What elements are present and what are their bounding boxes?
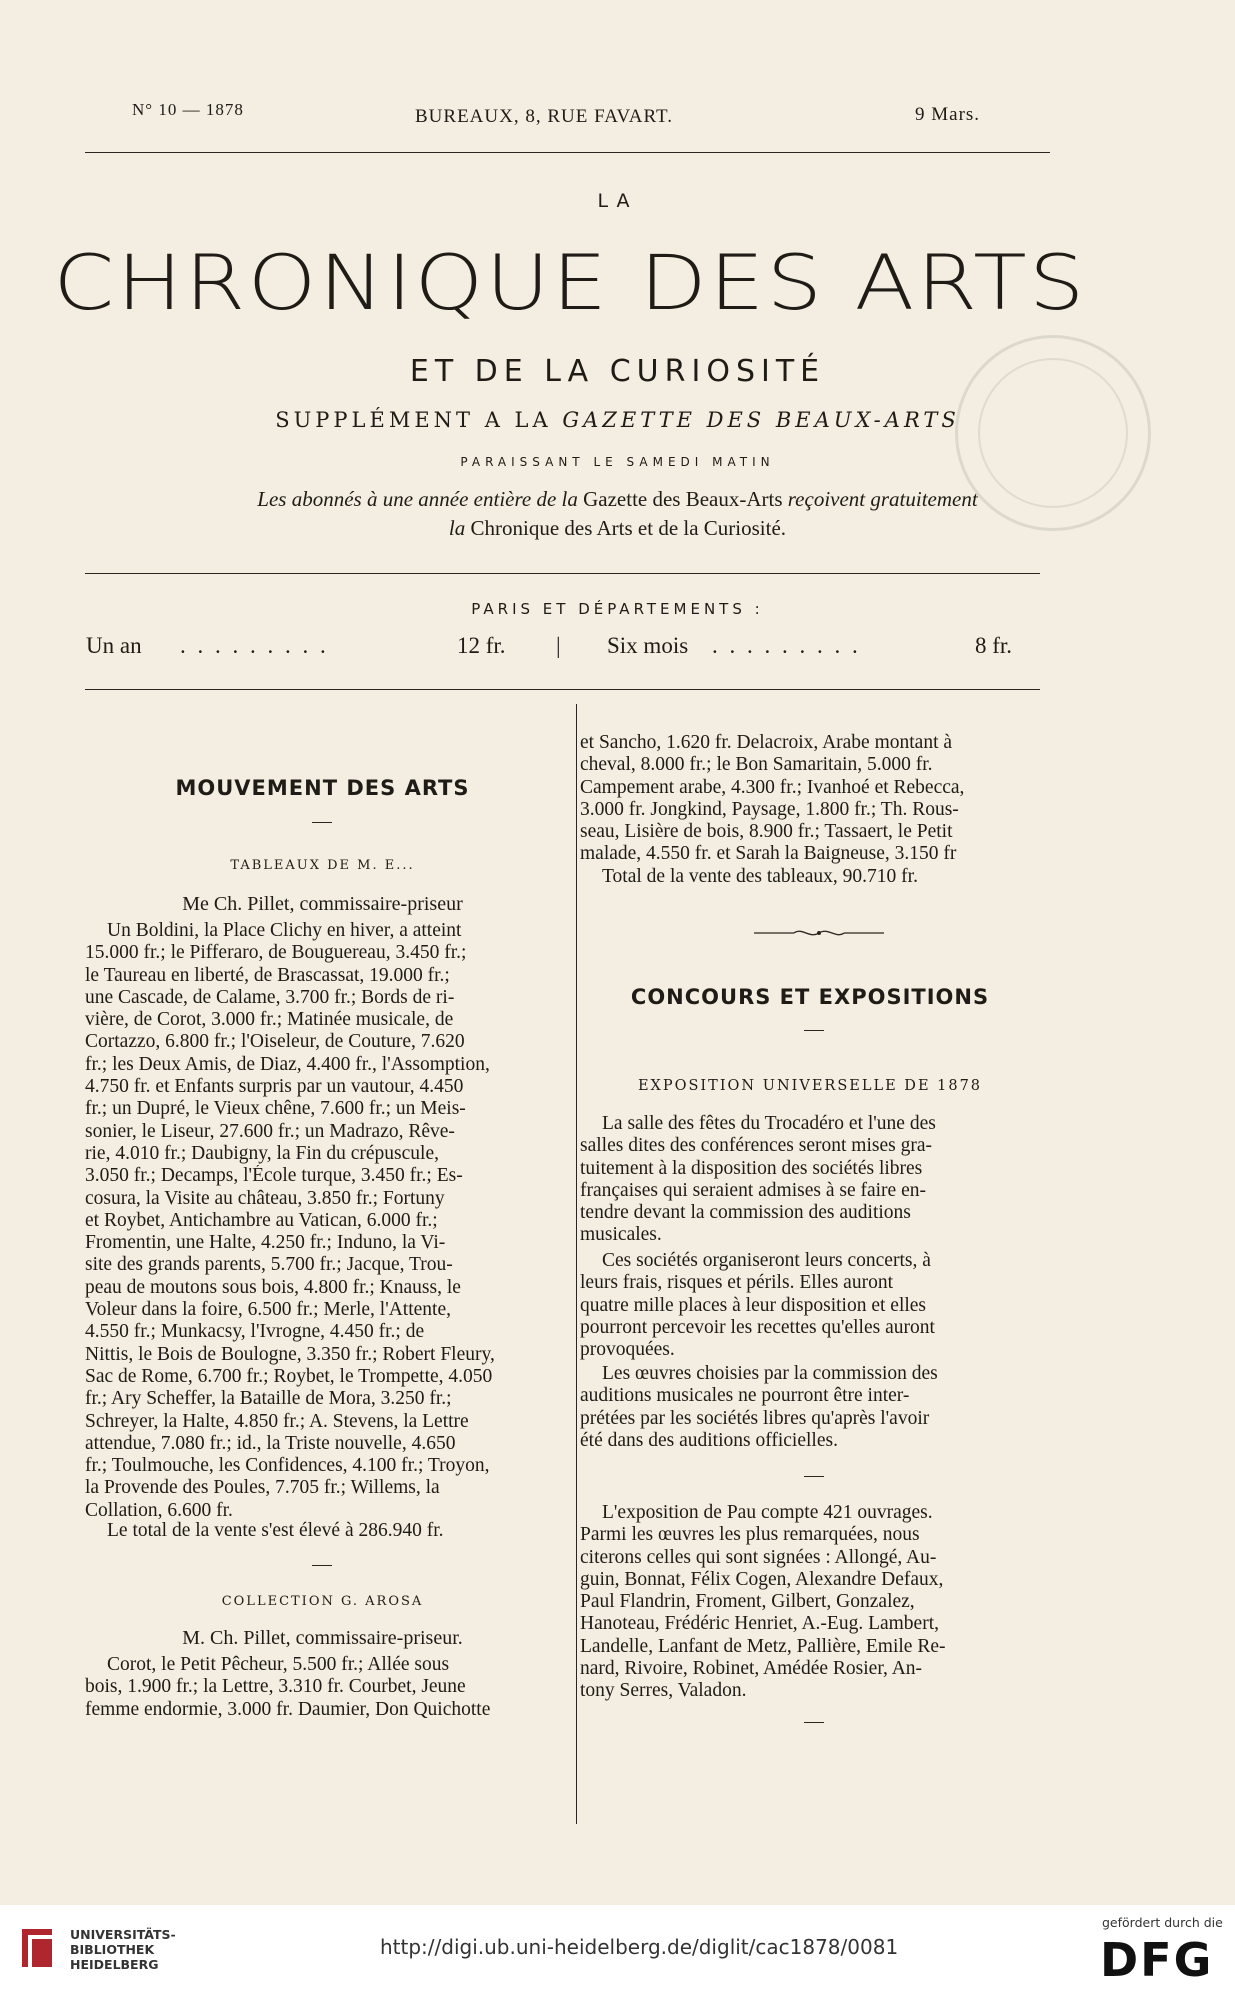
half-year-dots: . . . . . . . . .	[712, 633, 861, 658]
expo-title: EXPOSITION UNIVERSELLE DE 1878	[637, 1078, 983, 1094]
digitization-footer	[0, 1905, 1235, 1993]
expo-paragraph-3	[580, 1363, 1040, 1452]
text-line: malade, 4.550 fr. et Sarah la Baigneuse, 3.150 fr	[580, 843, 957, 865]
section-title-concours: CONCOURS ET EXPOSITIONS	[630, 985, 990, 1009]
abon-text-2b: Chronique des Arts et de la Curiosité.	[470, 516, 787, 540]
text-line: seau, Lisière de bois, 8.900 fr.; Tassaert, le Petit	[580, 821, 953, 843]
text-line: bois, 1.900 fr.; la Lettre, 3.310 fr. Courbet, Jeune	[85, 1676, 466, 1698]
year-label: Un an	[86, 633, 142, 658]
dfg-logo: DFG	[1100, 1933, 1214, 1987]
sale1-title: TABLEAUX DE M. E...	[230, 858, 415, 873]
expo-paragraph-2	[580, 1250, 1040, 1361]
text-line: rie, 4.010 fr.; Daubigny, la Fin du crépuscule,	[85, 1142, 439, 1164]
price-separator: |	[556, 633, 561, 658]
column-divider	[576, 704, 577, 1824]
text-line: et Roybet, Antichambre au Vatican, 6.000 fr.;	[85, 1209, 438, 1231]
masthead-article: LA	[597, 190, 638, 212]
text-line: Ces sociétés organiseront leurs concerts, à	[602, 1250, 931, 1271]
text-line: peau de moutons sous bois, 4.800 fr.; Knauss, le	[85, 1276, 461, 1298]
text-line: 3.000 fr. Jongkind, Paysage, 1.800 fr.; Th. Rous-	[580, 798, 959, 820]
text-line: Schreyer, la Halte, 4.850 fr.; A. Stevens, la Lettre	[85, 1410, 469, 1432]
office-address: BUREAUX, 8, RUE FAVART.	[415, 106, 673, 127]
text-line: 4.750 fr. et Enfants surpris par un vautour, 4.450	[85, 1076, 464, 1098]
text-line: Collation, 6.600 fr.	[85, 1499, 233, 1521]
masthead-title: CHRONIQUE DES ARTS	[53, 238, 1087, 327]
ornament-divider	[754, 926, 884, 940]
text-line: Corot, le Petit Pêcheur, 5.500 fr.; Allée sous	[107, 1654, 450, 1675]
section-dash-2	[312, 1565, 332, 1566]
sale1-total: Le total de la vente s'est élevé à 286.940 fr.	[107, 1520, 444, 1541]
text-line: sonier, le Liseur, 27.600 fr.; un Madrazo, Rêve-	[85, 1120, 455, 1142]
text-line: nard, Rivoire, Robinet, Amédée Rosier, An-	[580, 1658, 923, 1680]
sale1-total-block	[85, 1520, 560, 1542]
text-line: Les œuvres choisies par la commission des	[602, 1363, 938, 1384]
text-line: pourront percevoir les recettes qu'elles auront	[580, 1316, 935, 1338]
library-line-3: HEIDELBERG	[70, 1957, 159, 1972]
concours-dash	[804, 1030, 824, 1031]
half-year-price: 8 fr.	[975, 633, 1013, 658]
text-line: tendre devant la commission des auditions	[580, 1202, 911, 1224]
abon-text-2a: la	[448, 516, 466, 540]
text-line: prétées par les sociétés libres qu'après l'avoir	[580, 1407, 930, 1429]
text-line: musicales.	[580, 1224, 662, 1246]
half-year-label: Six mois	[607, 633, 689, 658]
text-line: vière, de Corot, 3.000 fr.; Matinée musicale, de	[85, 1009, 454, 1031]
text-line: guin, Bonnat, Félix Cogen, Alexandre Defaux,	[580, 1568, 944, 1590]
text-line: été dans des auditions officielles.	[580, 1429, 838, 1451]
publication-schedule: PARAISSANT LE SAMEDI MATIN	[460, 455, 775, 469]
section-dash	[312, 822, 332, 823]
text-line: fr.; un Dupré, le Vieux chêne, 7.600 fr.; un Meis-	[85, 1098, 466, 1120]
header-rule	[85, 152, 1050, 153]
library-name	[70, 1927, 176, 1972]
text-line: Un Boldini, la Place Clichy en hiver, a atteint	[107, 920, 462, 941]
year-dots: . . . . . . . . .	[180, 633, 329, 658]
sale1-text	[85, 920, 551, 1522]
text-line: 3.050 fr.; Decamps, l'École turque, 3.450 fr.; Es-	[85, 1165, 463, 1187]
text-line: fr.; les Deux Amis, de Diaz, 4.400 fr., l'Assomption,	[85, 1053, 490, 1075]
sale2-text	[85, 1654, 551, 1721]
text-line: auditions musicales ne pourront être inter-	[580, 1385, 910, 1407]
library-line-1: UNIVERSITÄTS-	[70, 1927, 176, 1942]
text-line: L'exposition de Pau compte 421 ouvrages.	[602, 1502, 933, 1523]
masthead-rule	[85, 573, 1040, 574]
supplement-title: GAZETTE DES BEAUX-ARTS	[562, 408, 960, 432]
issue-date: 9 Mars.	[915, 104, 981, 125]
continued-text	[580, 732, 1040, 866]
pau-dash	[804, 1476, 824, 1477]
text-line: 15.000 fr.; le Pifferaro, de Bouguereau, 3.450 fr.;	[85, 942, 467, 964]
text-line: Fromentin, une Halte, 4.250 fr.; Induno, la Vi-	[85, 1232, 446, 1254]
prices-heading: PARIS ET DÉPARTEMENTS :	[471, 600, 764, 618]
abon-text-1c: reçoivent gratuitement	[787, 487, 978, 511]
text-line: françaises qui seraient admises à se faire en-	[580, 1179, 926, 1201]
source-url[interactable]: http://digi.ub.uni-heidelberg.de/diglit/cac1878/0081	[380, 1935, 899, 1959]
text-line: Nittis, le Bois de Boulogne, 3.350 fr.; Robert Fleury,	[85, 1343, 495, 1365]
abon-text-1a: Les abonnés à une année entière de la	[257, 487, 578, 511]
issue-number: N° 10 — 1878	[132, 100, 244, 119]
text-line: Hanoteau, Frédéric Henriet, A.-Eug. Lambert,	[580, 1613, 939, 1635]
text-line: Campement arabe, 4.300 fr.; Ivanhoé et Rebecca,	[580, 776, 965, 798]
prices-rule	[85, 689, 1040, 690]
text-line: La salle des fêtes du Trocadéro et l'une des	[602, 1113, 936, 1134]
section-title-mouvement: MOUVEMENT DES ARTS	[175, 776, 470, 800]
university-library-logo-icon	[20, 1925, 60, 1973]
text-line: tony Serres, Valadon.	[580, 1680, 747, 1702]
sale2-auctioneer: M. Ch. Pillet, commissaire-priseur.	[182, 1627, 463, 1649]
text-line: fr.; Ary Scheffer, la Bataille de Mora, 3.250 fr.;	[85, 1388, 452, 1410]
text-line: Paul Flandrin, Froment, Gilbert, Gonzalez,	[580, 1591, 915, 1613]
text-line: quatre mille places à leur disposition et elles	[580, 1294, 927, 1316]
text-line: salles dites des conférences seront mises gra-	[580, 1135, 932, 1157]
text-line: Parmi les œuvres les plus remarquées, nous	[580, 1524, 920, 1546]
text-line: fr.; Toulmouche, les Confidences, 4.100 fr.; Troyon,	[85, 1455, 490, 1477]
supplement-prefix: SUPPLÉMENT A LA	[275, 408, 552, 432]
library-line-2: BIBLIOTHEK	[70, 1942, 155, 1957]
text-line: femme endormie, 3.000 fr. Daumier, Don Quichotte	[85, 1698, 491, 1720]
text-line: citerons celles qui sont signées : Allongé, Au-	[580, 1546, 937, 1568]
text-line: cheval, 8.000 fr.; le Bon Samaritain, 5.000 fr.	[580, 754, 933, 776]
sale2-title: COLLECTION G. AROSA	[221, 1594, 424, 1609]
text-line: 4.550 fr.; Munkacsy, l'Ivrogne, 4.450 fr.; de	[85, 1321, 425, 1343]
text-line: et Sancho, 1.620 fr. Delacroix, Arabe montant à	[580, 732, 953, 753]
text-line: tuitement à la disposition des sociétés libres	[580, 1157, 923, 1179]
masthead-subtitle: ET DE LA CURIOSITÉ	[409, 354, 826, 389]
continued-total: Total de la vente des tableaux, 90.710 fr.	[602, 866, 918, 887]
expo-paragraph-1	[580, 1113, 1040, 1247]
text-line: une Cascade, de Calame, 3.700 fr.; Bords de ri-	[85, 986, 455, 1008]
continued-total-block	[580, 866, 1040, 888]
sale1-auctioneer: Me Ch. Pillet, commissaire-priseur	[182, 893, 463, 915]
text-line: la Provende des Poules, 7.705 fr.; Willems, la	[85, 1477, 440, 1499]
text-line: site des grands parents, 5.700 fr.; Jacque, Trou-	[85, 1254, 453, 1276]
year-price: 12 fr.	[457, 633, 506, 658]
text-line: Landelle, Lanfant de Metz, Pallière, Emile Re-	[580, 1635, 946, 1657]
pau-paragraph	[580, 1502, 1040, 1703]
text-line: provoquées.	[580, 1339, 675, 1361]
text-line: cosura, la Visite au château, 3.850 fr.; Fortuny	[85, 1187, 445, 1209]
text-line: Voleur dans la foire, 6.500 fr.; Merle, l'Attente,	[85, 1299, 451, 1321]
library-stamp	[955, 335, 1151, 531]
text-line: le Taureau en liberté, de Brascassat, 19.000 fr.;	[85, 964, 450, 986]
text-line: leurs frais, risques et périls. Elles auront	[580, 1272, 893, 1294]
library-stamp-inner	[978, 358, 1128, 508]
text-line: Sac de Rome, 6.700 fr.; Roybet, le Trompette, 4.050	[85, 1365, 493, 1387]
end-dash	[804, 1722, 824, 1723]
abon-text-1b: Gazette des Beaux-Arts	[583, 487, 783, 511]
text-line: attendue, 7.080 fr.; id., la Triste nouvelle, 4.650	[85, 1432, 456, 1454]
text-line: Cortazzo, 6.800 fr.; l'Oiseleur, de Couture, 7.620	[85, 1031, 465, 1053]
funded-by: gefördert durch die	[1102, 1915, 1223, 1930]
